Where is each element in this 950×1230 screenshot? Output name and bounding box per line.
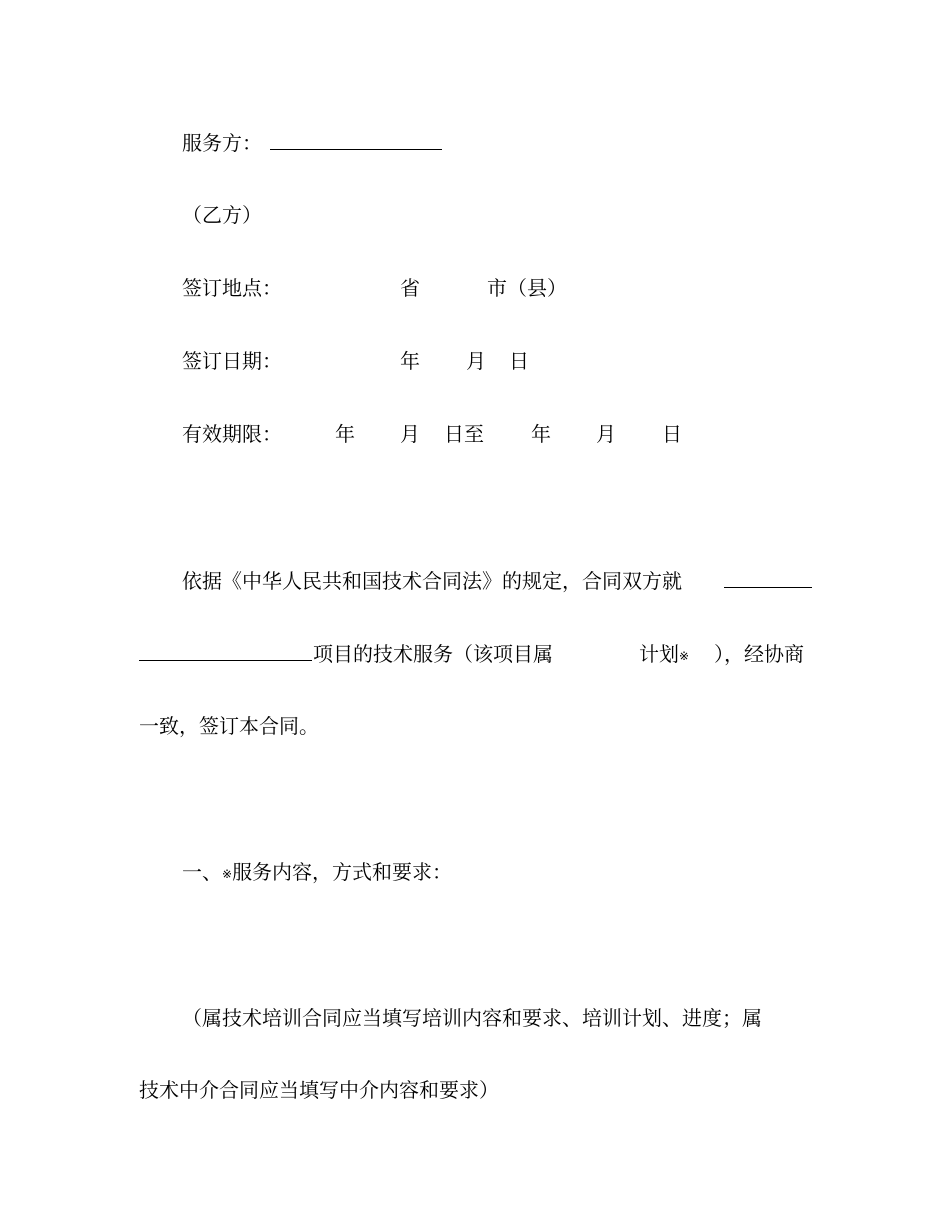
validity-start-year: 年 (335, 422, 355, 446)
section1-heading-content (182, 858, 452, 888)
para2-line2-text: 技术中介合同应当填写中介内容和要求） (139, 1078, 499, 1102)
validity-end-day: 日 (662, 422, 682, 446)
section1-note-mark: ※ (222, 867, 233, 881)
section1-prefix: 一、 (182, 860, 222, 884)
para2-line1-text: （属技术培训合同应当填写培训内容和要求、培训计划、进度；属 (182, 1006, 762, 1030)
sign-month-label: 月 (466, 349, 486, 373)
para1-line3-text: 一致，签订本合同。 (139, 714, 319, 738)
sign-day-label: 日 (509, 349, 529, 373)
para1-line2-text-c: ），经协商 (714, 642, 804, 666)
plan-label (639, 640, 689, 670)
sign-date-label: 签订日期： (182, 349, 282, 373)
validity-start-day-to: 日至 (444, 422, 484, 446)
service-party-label: 服务方： (182, 131, 262, 155)
validity-start-month: 月 (400, 422, 420, 446)
province-label: 省 (400, 276, 420, 300)
service-party-blank (270, 129, 442, 157)
project-name-blank-2 (139, 640, 312, 668)
sign-place-label: 签订地点： (182, 276, 282, 300)
city-county-label: 市（县） (487, 276, 567, 300)
party-b-label: （乙方） (182, 203, 262, 227)
validity-end-year: 年 (531, 422, 551, 446)
para1-line2-text-a: 项目的技术服务（该项目属 (313, 642, 553, 666)
validity-label: 有效期限： (182, 422, 282, 446)
section1-title: 服务内容，方式和要求： (232, 860, 453, 884)
sign-year-label: 年 (400, 349, 420, 373)
plan-note-mark: ※ (679, 649, 690, 663)
plan-text: 计划 (639, 642, 679, 666)
para1-line1-text: 依据《中华人民共和国技术合同法》的规定，合同双方就 (182, 569, 682, 593)
project-name-blank-1 (724, 567, 812, 595)
validity-end-month: 月 (596, 422, 616, 446)
